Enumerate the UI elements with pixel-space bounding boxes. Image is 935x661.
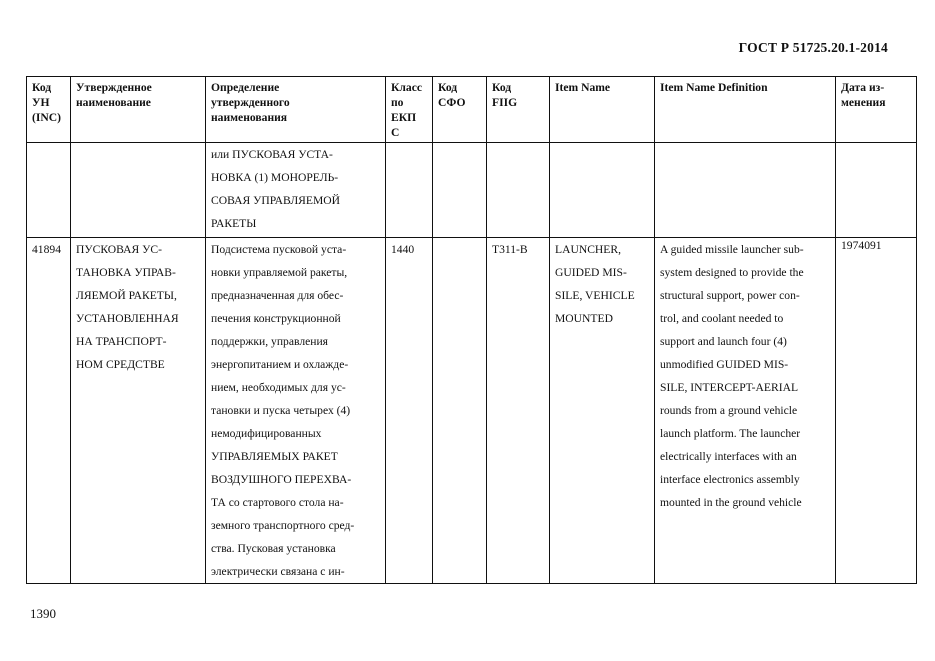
cell-approved-name [71,143,206,238]
col-header-sfo-code [433,77,487,143]
text-line: mounted in the ground vehicle [660,496,802,509]
header-line: Определение [211,81,280,94]
cell-item-name [550,143,655,238]
page-number: 1390 [30,606,56,621]
text-line: нием, необходимых для ус- [211,381,346,394]
class-value: 1440 [391,243,415,256]
header-line: Код [492,81,512,94]
text-line: electrically interfaces with an [660,450,797,463]
text-line: structural support, power con- [660,289,800,302]
text-line: предназначенная для обес- [211,289,344,302]
header-line: Код [32,81,52,94]
text-line: launch platform. The launcher [660,427,801,440]
cell-change-date [836,143,917,238]
text-line: ПУСКОВАЯ УС- [76,243,162,256]
cell-fiig-code [487,238,550,584]
cell-fiig-code [487,143,550,238]
cell-inc-code [27,143,71,238]
text-line: НА ТРАНСПОРТ- [76,335,167,348]
col-header-class [386,77,433,143]
col-header-definition [206,77,386,143]
text-line: unmodified GUIDED MIS- [660,358,789,371]
col-header-fiig-code [487,77,550,143]
text-line: печения конструкционной [211,312,341,325]
header-line: С [391,126,400,139]
change-date-value: 1974091 [841,239,882,252]
header-line: ЕКП [391,111,417,124]
header-line: СФО [438,96,466,109]
col-header-change-date [836,77,917,143]
text-line: trol, and coolant needed to [660,312,784,325]
cell-approved-name [71,238,206,584]
text-line: ТА со стартового стола на- [211,496,344,509]
text-line: тановки и пуска четырех (4) [211,404,351,417]
header-line: менения [841,96,886,109]
table-row [27,238,917,584]
text-line: НОВКА (1) МОНОРЕЛЬ- [211,171,339,184]
text-line: support and launch four (4) [660,335,787,348]
cell-sfo-code [433,238,487,584]
table-header-row [27,77,917,143]
text-line: УПРАВЛЯЕМЫХ РАКЕТ [211,450,338,463]
col-header-approved-name [71,77,206,143]
cell-definition [206,143,386,238]
inc-code-value: 41894 [32,243,61,256]
text-line: поддержки, управления [211,335,328,348]
cell-item-name [550,238,655,584]
header-line: Item Name Definition [660,81,768,94]
catalog-table [26,76,917,584]
header-line: УН [32,96,50,109]
header-line: (INC) [32,111,61,124]
cell-definition [206,238,386,584]
cell-class [386,143,433,238]
text-line: новки управляемой ракеты, [211,266,348,279]
text-line: A guided missile launcher sub- [660,243,804,256]
text-line: или ПУСКОВАЯ УСТА- [211,148,333,161]
fiig-value: T311-B [492,243,528,256]
header-line: Утвержденное [76,81,152,94]
text-line: Подсистема пусковой уста- [211,243,347,256]
text-line: SILE, INTERCEPT-AERIAL [660,381,799,394]
text-line: GUIDED MIS- [555,266,627,279]
cell-sfo-code [433,143,487,238]
cell-change-date [836,238,917,584]
text-line: РАКЕТЫ [211,217,257,230]
header-line: FIIG [492,96,518,109]
text-line: rounds from a ground vehicle [660,404,798,417]
header-line: Класс [391,81,422,94]
text-line: ства. Пусковая установка [211,542,336,555]
cell-item-name-definition [655,238,836,584]
text-line: LAUNCHER, [555,243,622,256]
text-line: SILE, VEHICLE [555,289,635,302]
text-line: interface electronics assembly [660,473,800,486]
header-line: Дата из- [841,81,885,94]
header-line: Item Name [555,81,611,94]
text-line: ЛЯЕМОЙ РАКЕТЫ, [76,289,177,302]
col-header-inc-code [27,77,71,143]
text-line: УСТАНОВЛЕННАЯ [76,312,179,325]
header-line: наименования [211,111,288,124]
cell-item-name-definition [655,143,836,238]
header-line: по [391,96,404,109]
col-header-item-name [550,77,655,143]
text-line: НОМ СРЕДСТВЕ [76,358,165,371]
header-line: Код [438,81,458,94]
table-row [27,143,917,238]
text-line: земного транспортного сред- [211,519,355,532]
cell-class [386,238,433,584]
text-line: MOUNTED [555,312,613,325]
col-header-item-name-definition [655,77,836,143]
header-line: наименование [76,96,151,109]
text-line: СОВАЯ УПРАВЛЯЕМОЙ [211,194,341,207]
text-line: ВОЗДУШНОГО ПЕРЕХВА- [211,473,352,486]
text-line: энергопитанием и охлажде- [211,358,349,371]
document-code: ГОСТ Р 51725.20.1-2014 [738,40,888,55]
cell-inc-code [27,238,71,584]
text-line: немодифицированных [211,427,322,440]
header-line: утвержденного [211,96,290,109]
text-line: электрически связана с ин- [211,565,345,578]
text-line: ТАНОВКА УПРАВ- [76,266,176,279]
text-line: system designed to provide the [660,266,804,279]
